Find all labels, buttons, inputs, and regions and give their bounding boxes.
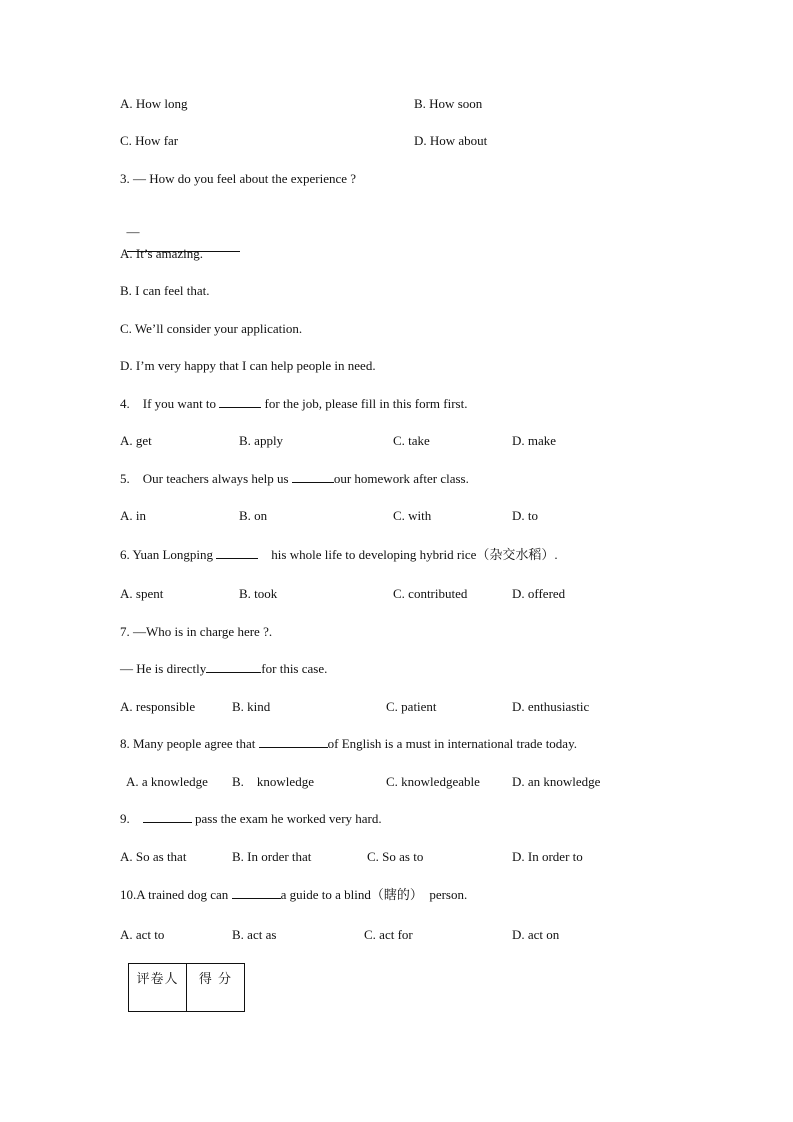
q7-answer-post: for this case. bbox=[261, 661, 328, 676]
q8-stem bbox=[120, 736, 577, 752]
q8-option-c: C. knowledgeable bbox=[386, 774, 480, 789]
q10-option-a: A. act to bbox=[120, 927, 165, 942]
grader-cell: 评卷人 bbox=[129, 964, 187, 1012]
q5-stem-pre: 5. Our teachers always help us bbox=[120, 471, 292, 486]
score-cell: 得 分 bbox=[187, 964, 245, 1012]
q9-option-a: A. So as that bbox=[120, 849, 187, 864]
q9-option-d: D. In order to bbox=[512, 849, 583, 864]
q3-option-c: C. We’ll consider your application. bbox=[120, 321, 303, 336]
q7-option-b: B. kind bbox=[232, 699, 271, 714]
q2-option-c: C. How far bbox=[120, 133, 179, 148]
q2-option-b: B. How soon bbox=[414, 96, 483, 111]
q10-option-d: D. act on bbox=[512, 927, 560, 942]
q3-stem: 3. — How do you feel about the experience ? bbox=[120, 171, 357, 186]
q5-option-b: B. on bbox=[239, 508, 268, 523]
q5-stem-post: our homework after class. bbox=[333, 471, 469, 486]
q4-option-c: C. take bbox=[393, 433, 430, 448]
q5-stem bbox=[120, 471, 469, 487]
q7-option-a: A. responsible bbox=[120, 699, 196, 714]
q5-option-a: A. in bbox=[120, 508, 146, 523]
q4-stem bbox=[120, 396, 467, 412]
q7-answer bbox=[120, 661, 327, 677]
q10-option-c: C. act for bbox=[364, 927, 413, 942]
q6-blank bbox=[216, 547, 258, 559]
q9-stem-post: pass the exam he worked very hard. bbox=[191, 811, 382, 826]
q6-stem-pre: 6. Yuan Longping bbox=[120, 547, 217, 562]
q9-stem bbox=[120, 811, 382, 827]
q4-stem-pre: 4. If you want to bbox=[120, 396, 220, 411]
q9-option-b: B. In order that bbox=[232, 849, 312, 864]
q3-option-a: A. It’s amazing. bbox=[120, 246, 204, 261]
q3-answer-dash: — bbox=[126, 224, 140, 239]
q4-blank bbox=[219, 396, 261, 408]
q10-stem-post: a guide to a blind（瞎的） person. bbox=[280, 887, 468, 902]
q8-option-b: B. knowledge bbox=[232, 774, 314, 789]
q3-option-b: B. I can feel that. bbox=[120, 283, 210, 298]
q4-option-d: D. make bbox=[512, 433, 557, 448]
q8-option-a: A. a knowledge bbox=[126, 774, 208, 789]
q6-stem bbox=[120, 547, 558, 563]
q9-stem-pre: 9. bbox=[120, 811, 143, 826]
q9-option-c: C. So as to bbox=[367, 849, 424, 864]
q2-option-a: A. How long bbox=[120, 96, 188, 111]
q8-option-d: D. an knowledge bbox=[512, 774, 601, 789]
q3-option-d: D. I’m very happy that I can help people in need. bbox=[120, 358, 376, 373]
q6-option-b: B. took bbox=[239, 586, 278, 601]
q6-stem-post: his whole life to developing hybrid rice（杂交水稻）. bbox=[258, 547, 558, 562]
q5-option-d: D. to bbox=[512, 508, 538, 523]
q10-option-b: B. act as bbox=[232, 927, 277, 942]
q10-stem bbox=[120, 887, 467, 903]
q6-option-a: A. spent bbox=[120, 586, 164, 601]
score-box bbox=[128, 963, 245, 1012]
q4-option-b: B. apply bbox=[239, 433, 284, 448]
q4-stem-post: for the job, please fill in this form first. bbox=[261, 396, 468, 411]
q8-stem-post: of English is a must in international trade today. bbox=[327, 736, 577, 751]
q6-option-d: D. offered bbox=[512, 586, 566, 601]
q8-stem-pre: 8. Many people agree that bbox=[120, 736, 259, 751]
q7-option-d: D. enthusiastic bbox=[512, 699, 590, 714]
q2-option-d: D. How about bbox=[414, 133, 488, 148]
q10-stem-pre: 10.A trained dog can bbox=[120, 887, 232, 902]
q9-blank bbox=[143, 811, 192, 823]
q7-stem: 7. —Who is in charge here ?. bbox=[120, 624, 273, 639]
q4-option-a: A. get bbox=[120, 433, 152, 448]
q5-blank bbox=[292, 471, 334, 483]
q8-blank bbox=[259, 736, 328, 748]
q10-blank bbox=[232, 887, 281, 899]
q7-blank bbox=[206, 661, 261, 673]
q6-option-c: C. contributed bbox=[393, 586, 468, 601]
q5-option-c: C. with bbox=[393, 508, 432, 523]
q7-option-c: C. patient bbox=[386, 699, 437, 714]
q7-answer-pre: — He is directly bbox=[120, 661, 207, 676]
